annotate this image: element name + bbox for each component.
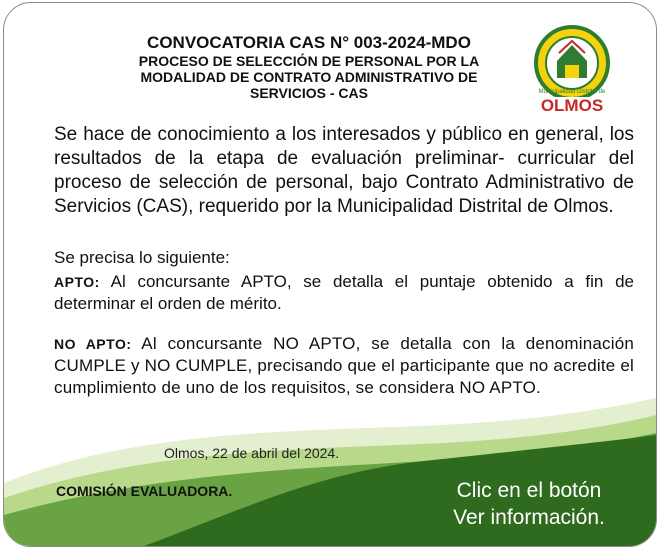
- no-apto-text: Al concursante NO APTO, se detalla con la denominación CUMPLE y NO CUMPLE, precisando que el participante que no acredite el cumplimiento de uno de los requisitos, se considera NO APTO.: [54, 334, 634, 397]
- header: [64, 33, 554, 101]
- subtitle-line-1: PROCESO DE SELECCIÓN DE PERSONAL POR LA: [138, 53, 480, 69]
- date-text: Olmos, 22 de abril del 2024.: [164, 445, 340, 461]
- logo-caption: Municipalidad Distrital de: [538, 89, 606, 95]
- announcement-card: [3, 2, 657, 547]
- subtitle-line-2: MODALIDAD DE CONTRATO ADMINISTRATIVO DE: [140, 69, 478, 85]
- subtitle-line-3: SERVICIOS - CAS: [250, 85, 368, 101]
- commission-signature: COMISIÓN EVALUADORA.: [56, 483, 233, 499]
- view-information-link[interactable]: [404, 477, 654, 531]
- apto-text: Al concursante APTO, se detalla el puntaje obtenido a fin de determinar el orden de mérito.: [54, 272, 634, 313]
- cta-line-2: Ver información.: [453, 506, 605, 529]
- no-apto-label: NO APTO:: [54, 336, 132, 352]
- intro-paragraph: Se hace de conocimiento a los interesados y público en general, los resultados de la etapa de evaluación preliminar- curricular del proceso de selección de personal, bajo Contrato Administrativo de Servicios (CAS), requerido por la Municipalidad Distrital de Olmos.: [54, 124, 634, 217]
- apto-label: APTO:: [54, 274, 100, 290]
- logo-name: OLMOS: [540, 96, 604, 115]
- apto-paragraph: [54, 271, 634, 315]
- no-apto-paragraph: [54, 333, 634, 399]
- page-title: CONVOCATORIA CAS N° 003-2024-MDO: [147, 33, 471, 52]
- cta-line-1: Clic en el botón: [456, 479, 602, 502]
- precisa-text: Se precisa lo siguiente:: [54, 248, 230, 267]
